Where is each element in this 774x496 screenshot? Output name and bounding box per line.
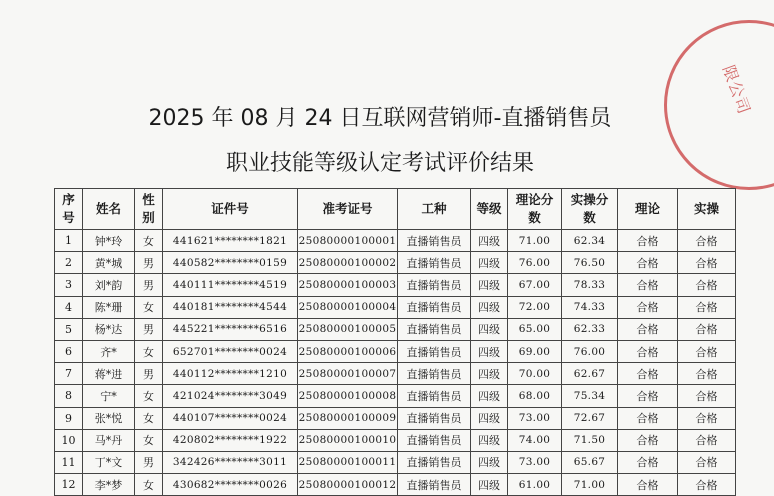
cell-id: 420802********1922 — [163, 429, 298, 451]
table-row — [55, 296, 736, 318]
cell-name: 刘*韵 — [83, 274, 135, 296]
cell-seq: 3 — [55, 274, 83, 296]
cell-practice-result: 合格 — [678, 451, 736, 473]
table-row — [55, 252, 736, 274]
cell-id: 421024********3049 — [163, 385, 298, 407]
cell-practice-result: 合格 — [678, 230, 736, 252]
cell-trade: 直播销售员 — [398, 252, 471, 274]
cell-theory-result: 合格 — [618, 385, 678, 407]
cell-gender: 男 — [135, 363, 163, 385]
cell-level: 四级 — [471, 340, 508, 362]
cell-theory-result: 合格 — [618, 451, 678, 473]
cell-theory-result: 合格 — [618, 474, 678, 496]
cell-trade: 直播销售员 — [398, 429, 471, 451]
cell-practice-result: 合格 — [678, 363, 736, 385]
cell-practice-score: 72.67 — [562, 407, 618, 429]
header-id: 证件号 — [163, 189, 298, 230]
cell-ticket: 25080000100006 — [298, 340, 398, 362]
cell-theory-score: 72.00 — [508, 296, 562, 318]
cell-theory-result: 合格 — [618, 274, 678, 296]
cell-name: 齐* — [83, 340, 135, 362]
header-theory: 理论 — [618, 189, 678, 230]
cell-seq: 11 — [55, 451, 83, 473]
cell-level: 四级 — [471, 474, 508, 496]
cell-theory-score: 73.00 — [508, 451, 562, 473]
cell-theory-result: 合格 — [618, 363, 678, 385]
cell-level: 四级 — [471, 252, 508, 274]
cell-ticket: 25080000100010 — [298, 429, 398, 451]
cell-trade: 直播销售员 — [398, 407, 471, 429]
cell-trade: 直播销售员 — [398, 296, 471, 318]
cell-practice-score: 71.00 — [562, 474, 618, 496]
cell-name: 黄*城 — [83, 252, 135, 274]
cell-trade: 直播销售员 — [398, 474, 471, 496]
cell-gender: 女 — [135, 296, 163, 318]
cell-practice-result: 合格 — [678, 385, 736, 407]
table-row — [55, 340, 736, 362]
cell-practice-score: 78.33 — [562, 274, 618, 296]
cell-level: 四级 — [471, 451, 508, 473]
cell-trade: 直播销售员 — [398, 385, 471, 407]
cell-theory-result: 合格 — [618, 318, 678, 340]
cell-ticket: 25080000100008 — [298, 385, 398, 407]
cell-practice-result: 合格 — [678, 252, 736, 274]
cell-level: 四级 — [471, 318, 508, 340]
cell-practice-result: 合格 — [678, 274, 736, 296]
table-row — [55, 429, 736, 451]
header-trade: 工种 — [398, 189, 471, 230]
cell-gender: 男 — [135, 274, 163, 296]
seal-text: 限公司 — [718, 62, 755, 118]
cell-theory-score: 76.00 — [508, 252, 562, 274]
header-level: 等级 — [471, 189, 508, 230]
cell-id: 441621********1821 — [163, 230, 298, 252]
cell-seq: 4 — [55, 296, 83, 318]
cell-id: 342426********3011 — [163, 451, 298, 473]
cell-trade: 直播销售员 — [398, 363, 471, 385]
cell-ticket: 25080000100001 — [298, 230, 398, 252]
cell-gender: 女 — [135, 230, 163, 252]
cell-name: 张*悦 — [83, 407, 135, 429]
cell-trade: 直播销售员 — [398, 340, 471, 362]
cell-gender: 男 — [135, 252, 163, 274]
cell-ticket: 25080000100009 — [298, 407, 398, 429]
cell-practice-result: 合格 — [678, 318, 736, 340]
cell-practice-score: 62.34 — [562, 230, 618, 252]
table-row — [55, 318, 736, 340]
cell-practice-result: 合格 — [678, 474, 736, 496]
header-ticket: 准考证号 — [298, 189, 398, 230]
cell-name: 陈*珊 — [83, 296, 135, 318]
cell-id: 440582********0159 — [163, 252, 298, 274]
cell-practice-score: 71.50 — [562, 429, 618, 451]
cell-practice-score: 76.50 — [562, 252, 618, 274]
cell-level: 四级 — [471, 296, 508, 318]
cell-id: 440181********4544 — [163, 296, 298, 318]
cell-practice-score: 62.67 — [562, 363, 618, 385]
cell-ticket: 25080000100004 — [298, 296, 398, 318]
table-row — [55, 363, 736, 385]
cell-practice-result: 合格 — [678, 429, 736, 451]
cell-seq: 1 — [55, 230, 83, 252]
cell-theory-score: 65.00 — [508, 318, 562, 340]
table-row — [55, 407, 736, 429]
cell-seq: 7 — [55, 363, 83, 385]
cell-ticket: 25080000100002 — [298, 252, 398, 274]
header-theory-score: 理论分数 — [508, 189, 562, 230]
cell-practice-score: 65.67 — [562, 451, 618, 473]
table-row — [55, 474, 736, 496]
cell-ticket: 25080000100005 — [298, 318, 398, 340]
cell-trade: 直播销售员 — [398, 230, 471, 252]
cell-id: 445221********6516 — [163, 318, 298, 340]
cell-practice-result: 合格 — [678, 296, 736, 318]
cell-level: 四级 — [471, 385, 508, 407]
cell-seq: 6 — [55, 340, 83, 362]
cell-practice-score: 62.33 — [562, 318, 618, 340]
table-row — [55, 274, 736, 296]
cell-level: 四级 — [471, 407, 508, 429]
cell-level: 四级 — [471, 274, 508, 296]
cell-theory-score: 71.00 — [508, 230, 562, 252]
cell-gender: 男 — [135, 318, 163, 340]
cell-id: 430682********0026 — [163, 474, 298, 496]
cell-gender: 男 — [135, 451, 163, 473]
cell-ticket: 25080000100012 — [298, 474, 398, 496]
cell-name: 丁*文 — [83, 451, 135, 473]
cell-practice-score: 76.00 — [562, 340, 618, 362]
cell-ticket: 25080000100011 — [298, 451, 398, 473]
table-header-row — [55, 189, 736, 230]
results-table — [54, 188, 736, 496]
cell-trade: 直播销售员 — [398, 451, 471, 473]
cell-level: 四级 — [471, 230, 508, 252]
cell-gender: 女 — [135, 429, 163, 451]
cell-gender: 女 — [135, 385, 163, 407]
cell-id: 440112********1210 — [163, 363, 298, 385]
header-practice: 实操 — [678, 189, 736, 230]
header-name: 姓名 — [83, 189, 135, 230]
cell-theory-score: 69.00 — [508, 340, 562, 362]
cell-trade: 直播销售员 — [398, 274, 471, 296]
cell-id: 440107********0024 — [163, 407, 298, 429]
cell-name: 马*丹 — [83, 429, 135, 451]
cell-gender: 女 — [135, 407, 163, 429]
cell-name: 杨*达 — [83, 318, 135, 340]
table-row — [55, 451, 736, 473]
header-practice-score: 实操分数 — [562, 189, 618, 230]
table-row — [55, 230, 736, 252]
cell-theory-result: 合格 — [618, 429, 678, 451]
cell-seq: 12 — [55, 474, 83, 496]
cell-practice-score: 74.33 — [562, 296, 618, 318]
cell-seq: 2 — [55, 252, 83, 274]
cell-theory-score: 74.00 — [508, 429, 562, 451]
cell-theory-result: 合格 — [618, 407, 678, 429]
cell-seq: 10 — [55, 429, 83, 451]
cell-theory-score: 70.00 — [508, 363, 562, 385]
header-gender: 性别 — [135, 189, 163, 230]
cell-level: 四级 — [471, 363, 508, 385]
cell-ticket: 25080000100003 — [298, 274, 398, 296]
cell-theory-result: 合格 — [618, 252, 678, 274]
cell-trade: 直播销售员 — [398, 318, 471, 340]
cell-practice-score: 75.34 — [562, 385, 618, 407]
cell-practice-result: 合格 — [678, 407, 736, 429]
cell-level: 四级 — [471, 429, 508, 451]
cell-ticket: 25080000100007 — [298, 363, 398, 385]
cell-gender: 女 — [135, 474, 163, 496]
header-seq: 序号 — [55, 189, 83, 230]
cell-name: 蒋*进 — [83, 363, 135, 385]
cell-theory-score: 73.00 — [508, 407, 562, 429]
cell-theory-result: 合格 — [618, 296, 678, 318]
table-row — [55, 385, 736, 407]
document-subtitle: 职业技能等级认定考试评价结果 — [225, 151, 534, 176]
cell-theory-score: 68.00 — [508, 385, 562, 407]
document-title: 2025 年 08 月 24 日互联网营销师-直播销售员 — [148, 106, 612, 131]
cell-name: 钟*玲 — [83, 230, 135, 252]
cell-theory-result: 合格 — [618, 340, 678, 362]
cell-theory-score: 61.00 — [508, 474, 562, 496]
cell-name: 宁* — [83, 385, 135, 407]
cell-seq: 8 — [55, 385, 83, 407]
cell-theory-score: 67.00 — [508, 274, 562, 296]
cell-practice-result: 合格 — [678, 340, 736, 362]
cell-seq: 9 — [55, 407, 83, 429]
cell-seq: 5 — [55, 318, 83, 340]
cell-gender: 女 — [135, 340, 163, 362]
cell-id: 440111********4519 — [163, 274, 298, 296]
cell-id: 652701********0024 — [163, 340, 298, 362]
cell-theory-result: 合格 — [618, 230, 678, 252]
cell-name: 李*梦 — [83, 474, 135, 496]
